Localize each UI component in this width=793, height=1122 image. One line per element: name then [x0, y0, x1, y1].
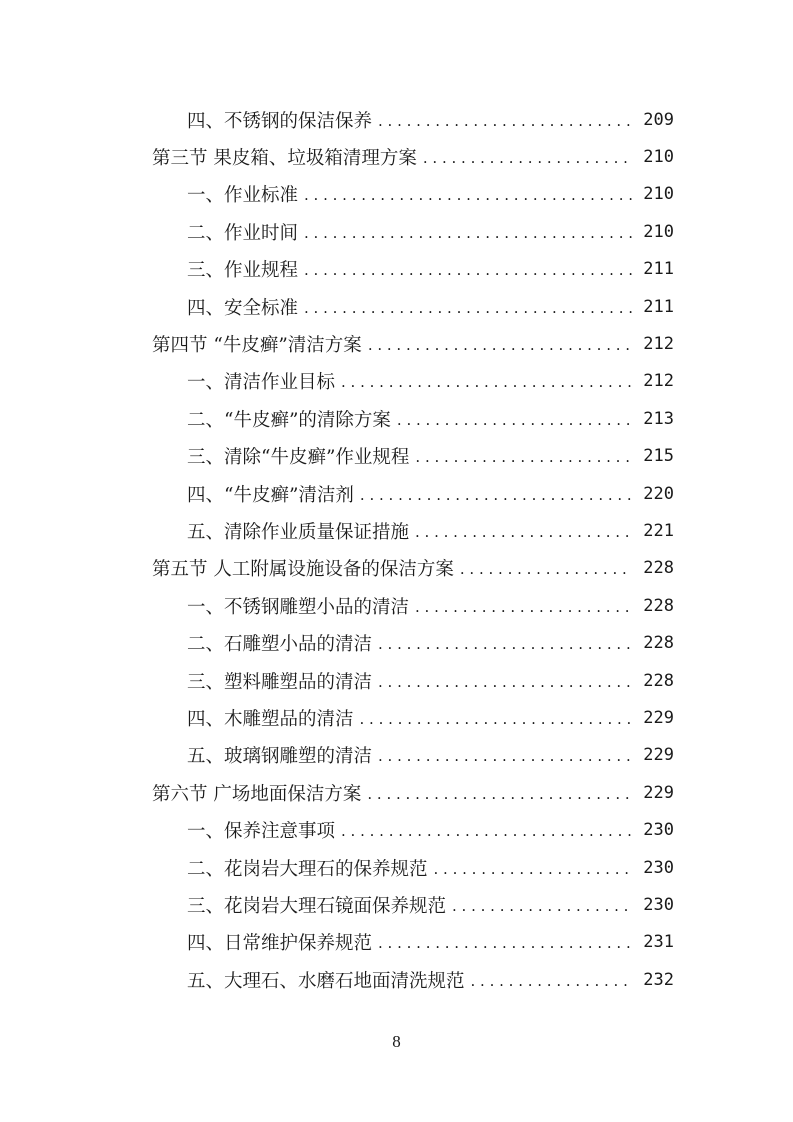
- toc-entry[interactable]: [0, 288, 793, 325]
- toc-entry[interactable]: [0, 512, 793, 549]
- toc-entry-page: 228: [643, 558, 674, 579]
- toc-entry-title: 一、保养注意事项: [187, 821, 336, 843]
- toc-dot-leader: [368, 336, 632, 354]
- toc-section-entry[interactable]: [0, 774, 793, 811]
- toc-entry-title: 三、塑料雕塑品的清洁: [187, 671, 373, 693]
- toc-entry-page: 228: [643, 633, 674, 654]
- table-of-contents: [0, 101, 793, 998]
- toc-entry[interactable]: [0, 961, 793, 998]
- toc-dot-leader: [378, 934, 632, 952]
- toc-entry-page: 230: [643, 820, 674, 841]
- toc-entry-page: 229: [643, 782, 674, 803]
- toc-dot-leader: [341, 822, 632, 840]
- toc-entry-title: 三、花岗岩大理石镜面保养规范: [187, 895, 447, 917]
- toc-entry-page: 215: [643, 446, 674, 467]
- toc-entry-page: 212: [643, 371, 674, 392]
- toc-entry-title: 一、清洁作业目标: [187, 372, 336, 394]
- toc-entry-title: 四、“牛皮癣”清洁剂: [187, 484, 354, 506]
- toc-entry-page: 232: [643, 969, 674, 990]
- toc-entry-title: 二、花岗岩大理石的保养规范: [187, 858, 428, 880]
- toc-section-entry[interactable]: [0, 138, 793, 175]
- toc-entry-page: 210: [643, 147, 674, 168]
- toc-section-title: 第六节 广场地面保洁方案: [152, 783, 362, 805]
- toc-dot-leader: [423, 149, 632, 167]
- toc-dot-leader: [460, 560, 632, 578]
- toc-entry-page: 212: [643, 334, 674, 355]
- toc-entry-page: 229: [643, 707, 674, 728]
- toc-entry[interactable]: [0, 438, 793, 475]
- toc-dot-leader: [452, 897, 632, 915]
- toc-entry[interactable]: [0, 849, 793, 886]
- toc-dot-leader: [367, 785, 632, 803]
- toc-dot-leader: [378, 635, 632, 653]
- toc-entry-title: 四、安全标准: [187, 297, 299, 319]
- toc-entry-page: 210: [643, 221, 674, 242]
- toc-entry[interactable]: [0, 662, 793, 699]
- toc-entry-page: 211: [643, 296, 674, 317]
- toc-dot-leader: [378, 673, 632, 691]
- toc-entry-title: 四、日常维护保养规范: [187, 933, 373, 955]
- toc-entry-title: 二、“牛皮癣”的清除方案: [187, 409, 391, 431]
- toc-entry-page: 230: [643, 894, 674, 915]
- toc-entry-page: 228: [643, 670, 674, 691]
- toc-entry-page: 229: [643, 745, 674, 766]
- toc-section-title: 第三节 果皮箱、垃圾箱清理方案: [152, 148, 417, 170]
- toc-dot-leader: [415, 448, 632, 466]
- toc-entry[interactable]: [0, 587, 793, 624]
- toc-dot-leader: [360, 710, 632, 728]
- toc-entry[interactable]: [0, 176, 793, 213]
- toc-entry-title: 四、木雕塑品的清洁: [187, 708, 354, 730]
- toc-dot-leader: [378, 112, 632, 130]
- toc-entry[interactable]: [0, 251, 793, 288]
- toc-entry-page: 231: [643, 932, 674, 953]
- toc-entry-page: 221: [643, 520, 674, 541]
- toc-entry-title: 二、石雕塑小品的清洁: [187, 634, 373, 656]
- toc-entry-title: 三、清除“牛皮癣”作业规程: [187, 447, 410, 469]
- toc-dot-leader: [415, 523, 632, 541]
- toc-entry[interactable]: [0, 101, 793, 138]
- toc-dot-leader: [304, 299, 632, 317]
- toc-section-title: 第四节 “牛皮癣”清洁方案: [152, 335, 362, 357]
- toc-dot-leader: [378, 747, 632, 765]
- toc-entry[interactable]: [0, 886, 793, 923]
- toc-entry[interactable]: [0, 924, 793, 961]
- toc-entry-title: 五、玻璃钢雕塑的清洁: [187, 746, 373, 768]
- toc-dot-leader: [304, 186, 632, 204]
- toc-dot-leader: [397, 411, 632, 429]
- toc-entry-page: 210: [643, 184, 674, 205]
- toc-entry[interactable]: [0, 811, 793, 848]
- toc-entry-title: 一、作业标准: [187, 185, 299, 207]
- toc-dot-leader: [434, 860, 632, 878]
- toc-entry-page: 211: [643, 259, 674, 280]
- toc-entry[interactable]: [0, 699, 793, 736]
- toc-entry[interactable]: [0, 624, 793, 661]
- toc-entry-title: 五、大理石、水磨石地面清洗规范: [187, 970, 465, 992]
- toc-dot-leader: [304, 261, 632, 279]
- toc-entry[interactable]: [0, 363, 793, 400]
- toc-section-title: 第五节 人工附属设施设备的保洁方案: [152, 559, 454, 581]
- toc-entry-title: 三、作业规程: [187, 260, 299, 282]
- toc-entry[interactable]: [0, 737, 793, 774]
- toc-entry-page: 213: [643, 408, 674, 429]
- page-number: 8: [392, 1032, 401, 1051]
- toc-entry-page: 209: [643, 109, 674, 130]
- toc-entry-title: 二、作业时间: [187, 222, 299, 244]
- toc-section-entry[interactable]: [0, 325, 793, 362]
- toc-dot-leader: [415, 598, 632, 616]
- toc-dot-leader: [304, 224, 632, 242]
- toc-dot-leader: [341, 373, 632, 391]
- toc-dot-leader: [360, 486, 632, 504]
- toc-entry-page: 220: [643, 483, 674, 504]
- toc-entry-page: 228: [643, 595, 674, 616]
- toc-entry[interactable]: [0, 213, 793, 250]
- toc-section-entry[interactable]: [0, 550, 793, 587]
- toc-entry-title: 四、不锈钢的保洁保养: [187, 110, 373, 132]
- toc-entry-title: 五、清除作业质量保证措施: [187, 521, 410, 543]
- toc-entry-title: 一、不锈钢雕塑小品的清洁: [187, 596, 410, 618]
- toc-entry[interactable]: [0, 400, 793, 437]
- toc-entry-page: 230: [643, 857, 674, 878]
- toc-dot-leader: [471, 972, 632, 990]
- toc-entry[interactable]: [0, 475, 793, 512]
